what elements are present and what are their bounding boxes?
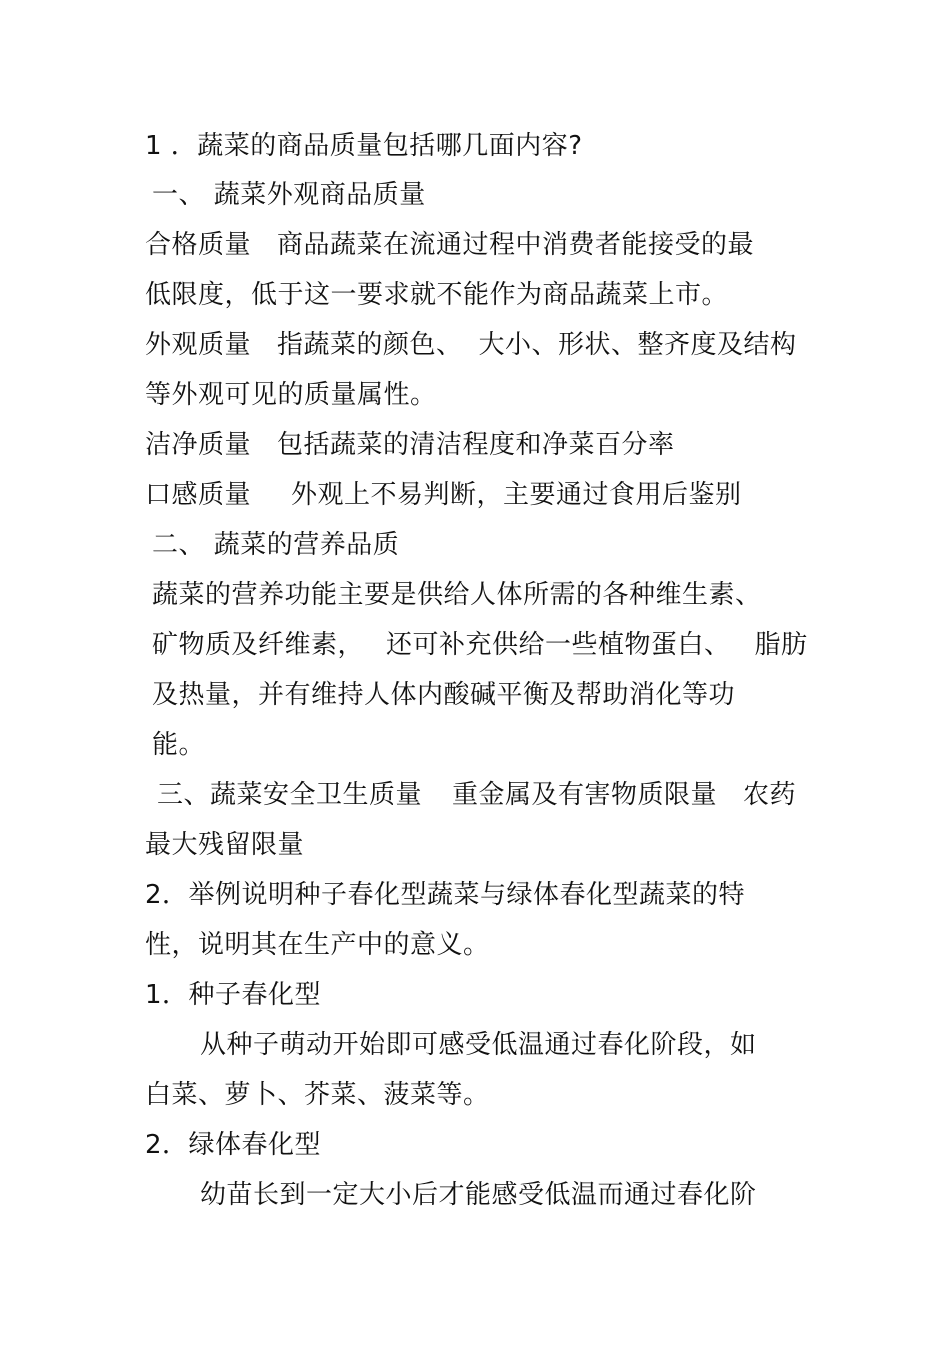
nutrition-paragraph-line-1: 蔬菜的营养功能主要是供给人体所需的各种维生素、	[152, 580, 762, 610]
appearance-quality-text-a: 指蔬菜的颜色、	[277, 330, 463, 360]
section-3-item-pesticide: 农药	[743, 780, 797, 810]
seed-vernalization-paragraph-line-2: 白菜、萝卜、芥菜、菠菜等。	[145, 1080, 490, 1110]
taste-quality-text: 外观上不易判断，主要通过食用后鉴别	[291, 480, 742, 510]
cleanliness-quality-line	[145, 428, 675, 462]
appearance-quality-line	[145, 328, 797, 362]
green-plant-vernalization-paragraph-line-1: 幼苗长到一定大小后才能感受低温而通过春化阶	[200, 1180, 757, 1210]
section-3-item-heavy-metals: 重金属及有害物质限量	[452, 780, 718, 810]
question-1-title: 1 ．蔬菜的商品质量包括哪几面内容?	[145, 131, 583, 161]
section-3-continuation: 最大残留限量	[145, 830, 305, 860]
nutrition-text-fat: 脂肪	[754, 630, 808, 660]
nutrition-text-minerals: 矿物质及纤维素，	[152, 630, 365, 660]
seed-vernalization-paragraph-line-1: 从种子萌动开始即可感受低温通过春化阶段，如	[200, 1030, 757, 1060]
nutrition-paragraph-line-3: 及热量，并有维持人体内酸碱平衡及帮助消化等功	[152, 680, 736, 710]
section-3-heading: 三、蔬菜安全卫生质量	[157, 780, 423, 810]
nutrition-paragraph-line-2	[152, 628, 808, 662]
appearance-quality-continuation: 等外观可见的质量属性。	[145, 380, 437, 410]
qualified-quality-text: 商品蔬菜在流通过程中消费者能接受的最	[277, 230, 755, 260]
section-2-heading: 二、 蔬菜的营养品质	[152, 530, 400, 560]
cleanliness-quality-label: 洁净质量	[145, 430, 252, 460]
section-3-line	[157, 778, 796, 812]
cleanliness-quality-text: 包括蔬菜的清洁程度和净菜百分率	[277, 430, 675, 460]
nutrition-text-protein: 还可补充供给一些植物蛋白、	[386, 630, 731, 660]
taste-quality-label: 口感质量	[145, 480, 252, 510]
qualified-quality-line	[145, 228, 754, 262]
appearance-quality-label: 外观质量	[145, 330, 252, 360]
seed-vernalization-heading: 1．种子春化型	[145, 980, 322, 1010]
question-2-title-line-2: 性，说明其在生产中的意义。	[145, 930, 490, 960]
nutrition-paragraph-line-4: 能。	[152, 730, 206, 760]
green-plant-vernalization-heading: 2．绿体春化型	[145, 1130, 322, 1160]
qualified-quality-continuation: 低限度，低于这一要求就不能作为商品蔬菜上市。	[145, 280, 729, 310]
qualified-quality-label: 合格质量	[145, 230, 252, 260]
appearance-quality-text-b: 大小、形状、整齐度及结构	[478, 330, 797, 360]
section-1-heading: 一、 蔬菜外观商品质量	[152, 180, 426, 210]
taste-quality-line	[145, 478, 742, 512]
question-2-title-line-1: 2．举例说明种子春化型蔬菜与绿体春化型蔬菜的特	[145, 880, 746, 910]
